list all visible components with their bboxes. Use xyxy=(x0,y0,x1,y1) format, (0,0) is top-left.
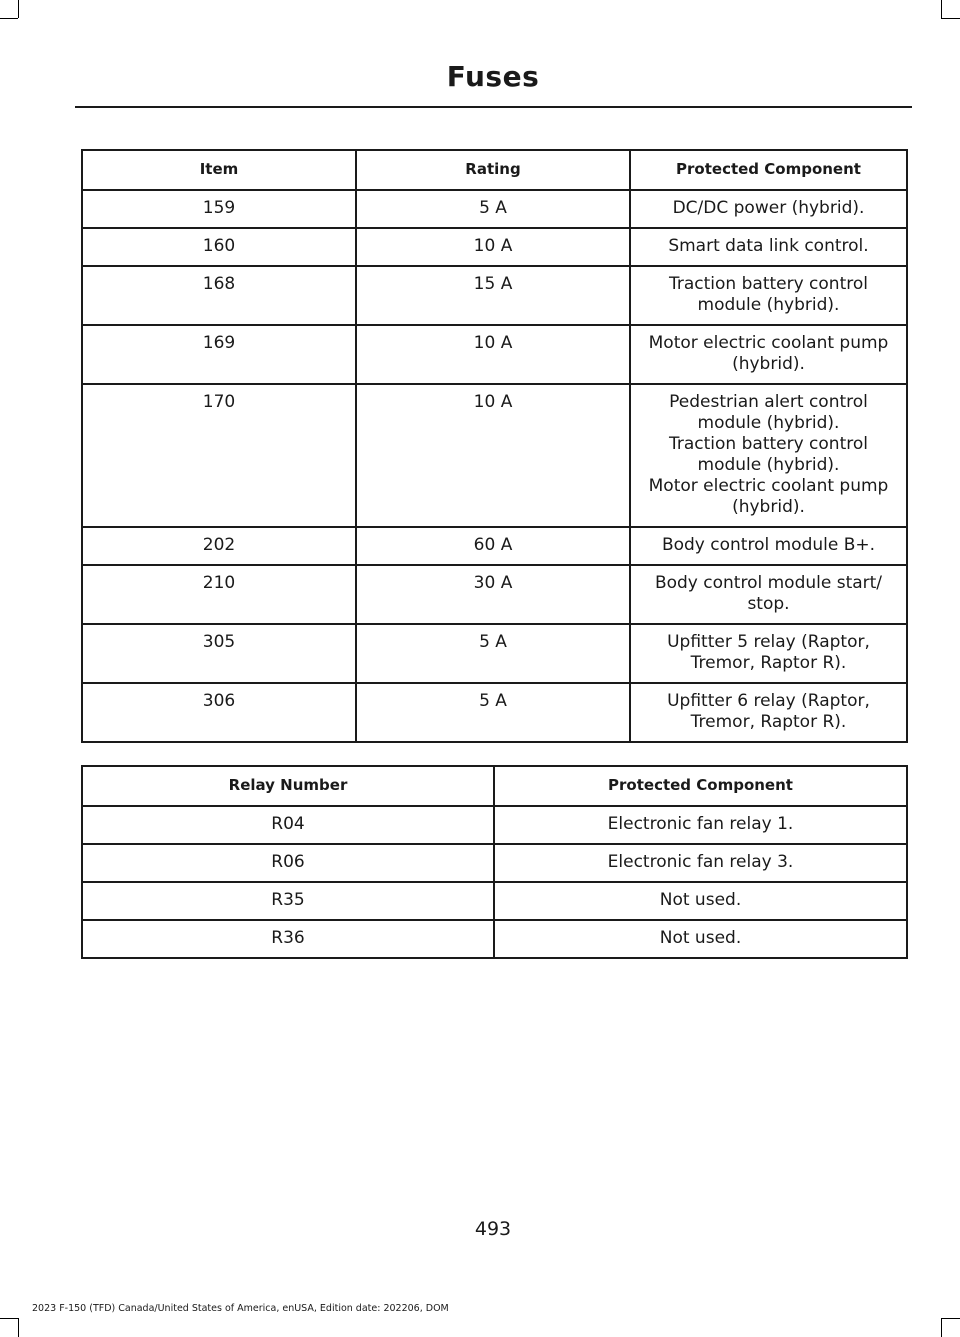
relay-number: R04 xyxy=(82,806,494,844)
fuse-item-number: 202 xyxy=(82,527,356,565)
fuse-item-number: 170 xyxy=(82,384,356,527)
relay-table-header-row xyxy=(82,766,907,806)
component-line: Smart data link control. xyxy=(668,236,869,256)
table-row xyxy=(82,882,907,920)
table-row xyxy=(82,266,907,325)
column-header-item: Item xyxy=(82,150,356,190)
crop-mark-bottom-left xyxy=(18,1318,19,1337)
column-header-protected-component: Protected Component xyxy=(494,766,907,806)
crop-mark-bottom-right xyxy=(941,1318,942,1337)
fuse-protected-component xyxy=(630,624,907,683)
fuse-item-number: 169 xyxy=(82,325,356,384)
fuse-rating: 60 A xyxy=(356,527,630,565)
fuse-item-number: 159 xyxy=(82,190,356,228)
table-row xyxy=(82,683,907,742)
component-line: Upfitter 6 relay (Raptor, Tremor, Raptor R). xyxy=(667,691,870,732)
component-line: Body control module start/ stop. xyxy=(654,573,883,614)
fuse-table-header-row xyxy=(82,150,907,190)
fuse-item-number: 168 xyxy=(82,266,356,325)
table-row xyxy=(82,624,907,683)
table-row xyxy=(82,920,907,958)
page-number: 493 xyxy=(474,1218,512,1240)
fuse-protected-component xyxy=(630,228,907,266)
fuse-protected-component xyxy=(630,325,907,384)
relay-protected-component: Electronic fan relay 3. xyxy=(494,844,907,882)
fuse-rating: 10 A xyxy=(356,325,630,384)
fuse-protected-component xyxy=(630,565,907,624)
fuse-protected-component xyxy=(630,190,907,228)
component-line: Traction battery control module (hybrid). xyxy=(669,434,868,475)
table-row xyxy=(82,565,907,624)
fuse-protected-component xyxy=(630,683,907,742)
fuse-protected-component xyxy=(630,527,907,565)
crop-mark-top-left xyxy=(18,0,19,18)
column-header-rating: Rating xyxy=(356,150,630,190)
fuse-rating: 5 A xyxy=(356,190,630,228)
relay-number: R35 xyxy=(82,882,494,920)
crop-mark-top-right xyxy=(941,18,960,19)
component-line: Upfitter 5 relay (Raptor, Tremor, Raptor R). xyxy=(667,632,870,673)
fuse-item-number: 306 xyxy=(82,683,356,742)
crop-mark-bottom-right xyxy=(941,1318,960,1319)
column-header-relay-number: Relay Number xyxy=(82,766,494,806)
fuse-table-body xyxy=(82,190,907,742)
table-row xyxy=(82,190,907,228)
fuse-protected-component xyxy=(630,266,907,325)
fuse-item-number: 305 xyxy=(82,624,356,683)
table-row xyxy=(82,228,907,266)
component-line: Motor electric coolant pump (hybrid). xyxy=(648,333,889,374)
fuse-rating: 30 A xyxy=(356,565,630,624)
footer-edition-text: 2023 F-150 (TFD) Canada/United States of America, enUSA, Edition date: 202206, DOM xyxy=(32,1303,449,1314)
fuse-rating: 10 A xyxy=(356,384,630,527)
table-row xyxy=(82,806,907,844)
crop-mark-top-left xyxy=(0,18,18,19)
fuse-rating: 5 A xyxy=(356,683,630,742)
fuse-rating: 15 A xyxy=(356,266,630,325)
fuse-rating: 10 A xyxy=(356,228,630,266)
fuse-item-number: 160 xyxy=(82,228,356,266)
fuse-item-number: 210 xyxy=(82,565,356,624)
title-divider xyxy=(75,106,912,108)
column-header-protected-component: Protected Component xyxy=(630,150,907,190)
table-row xyxy=(82,384,907,527)
fuse-table xyxy=(81,149,908,743)
fuse-rating: 5 A xyxy=(356,624,630,683)
relay-protected-component: Not used. xyxy=(494,920,907,958)
table-row xyxy=(82,527,907,565)
component-line: Traction battery control module (hybrid). xyxy=(669,274,868,315)
component-line: Pedestrian alert control module (hybrid). xyxy=(669,392,868,433)
relay-number: R06 xyxy=(82,844,494,882)
crop-mark-bottom-left xyxy=(0,1318,18,1319)
component-line: DC/DC power (hybrid). xyxy=(672,198,865,218)
relay-protected-component: Not used. xyxy=(494,882,907,920)
component-line: Body control module B+. xyxy=(661,535,876,555)
relay-table-body xyxy=(82,806,907,958)
fuse-protected-component xyxy=(630,384,907,527)
relay-table xyxy=(81,765,908,959)
relay-protected-component: Electronic fan relay 1. xyxy=(494,806,907,844)
table-row xyxy=(82,325,907,384)
relay-number: R36 xyxy=(82,920,494,958)
table-row xyxy=(82,844,907,882)
page-title: Fuses xyxy=(446,60,540,93)
component-line: Motor electric coolant pump (hybrid). xyxy=(648,476,889,517)
crop-mark-top-right xyxy=(941,0,942,18)
